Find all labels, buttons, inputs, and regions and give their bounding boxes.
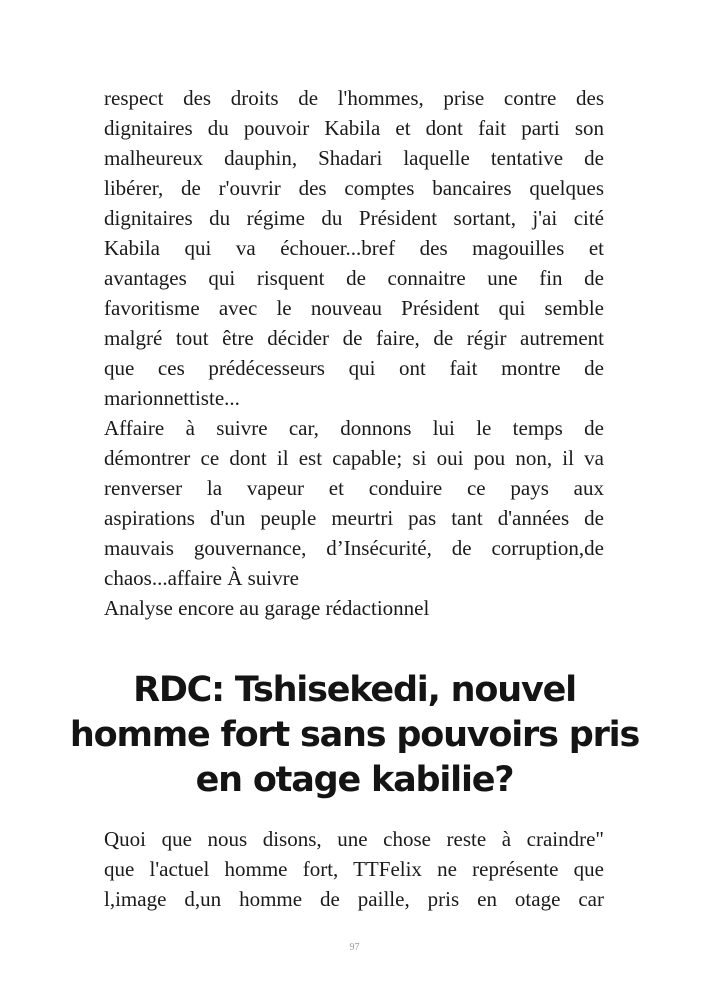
text-line: mauvais gouvernance, d’Insécurité, de corruption,de [104, 536, 604, 560]
text-line: aspirations d'un peuple meurtri pas tant d'années de [104, 506, 604, 530]
text-line: l,image d,un homme de paille, pris en otage car [104, 887, 604, 911]
text-line: malheureux dauphin, Shadari laquelle tentative de [104, 146, 604, 170]
body-paragraph-bottom [104, 824, 604, 914]
page-number: 97 [349, 942, 360, 953]
text-line: marionnettiste... [104, 386, 240, 410]
text-line: favoritisme avec le nouveau Président qui semble [104, 296, 604, 320]
text-line: dignitaires du régime du Président sortant, j'ai cité [104, 206, 604, 230]
heading-line: en otage kabilie? [195, 760, 514, 800]
text-line: renverser la vapeur et conduire ce pays aux [104, 476, 604, 500]
text-line: Analyse encore au garage rédactionnel [104, 596, 430, 620]
text-line: démontrer ce dont il est capable; si oui pou non, il va [104, 446, 604, 470]
section-heading [60, 668, 649, 803]
text-line: que ces prédécesseurs qui ont fait montre de [104, 356, 604, 380]
text-line: malgré tout être décider de faire, de régir autrement [104, 326, 604, 350]
text-line: dignitaires du pouvoir Kabila et dont fait parti son [104, 116, 604, 140]
heading-line: homme fort sans pouvoirs pris [69, 715, 640, 755]
text-line: Quoi que nous disons, une chose reste à craindre" [104, 827, 604, 851]
text-line: respect des droits de l'hommes, prise contre des [104, 86, 604, 110]
text-line: avantages qui risquent de connaitre une fin de [104, 266, 604, 290]
text-line: que l'actuel homme fort, TTFelix ne représente que [104, 857, 604, 881]
text-line: Kabila qui va échouer...bref des magouilles et [104, 236, 604, 260]
text-line: libérer, de r'ouvrir des comptes bancaires quelques [104, 176, 604, 200]
heading-line: RDC: Tshisekedi, nouvel [133, 670, 576, 710]
body-paragraph-top [104, 83, 604, 623]
text-line: Affaire à suivre car, donnons lui le temps de [104, 416, 604, 440]
text-line: chaos...affaire À suivre [104, 566, 299, 590]
